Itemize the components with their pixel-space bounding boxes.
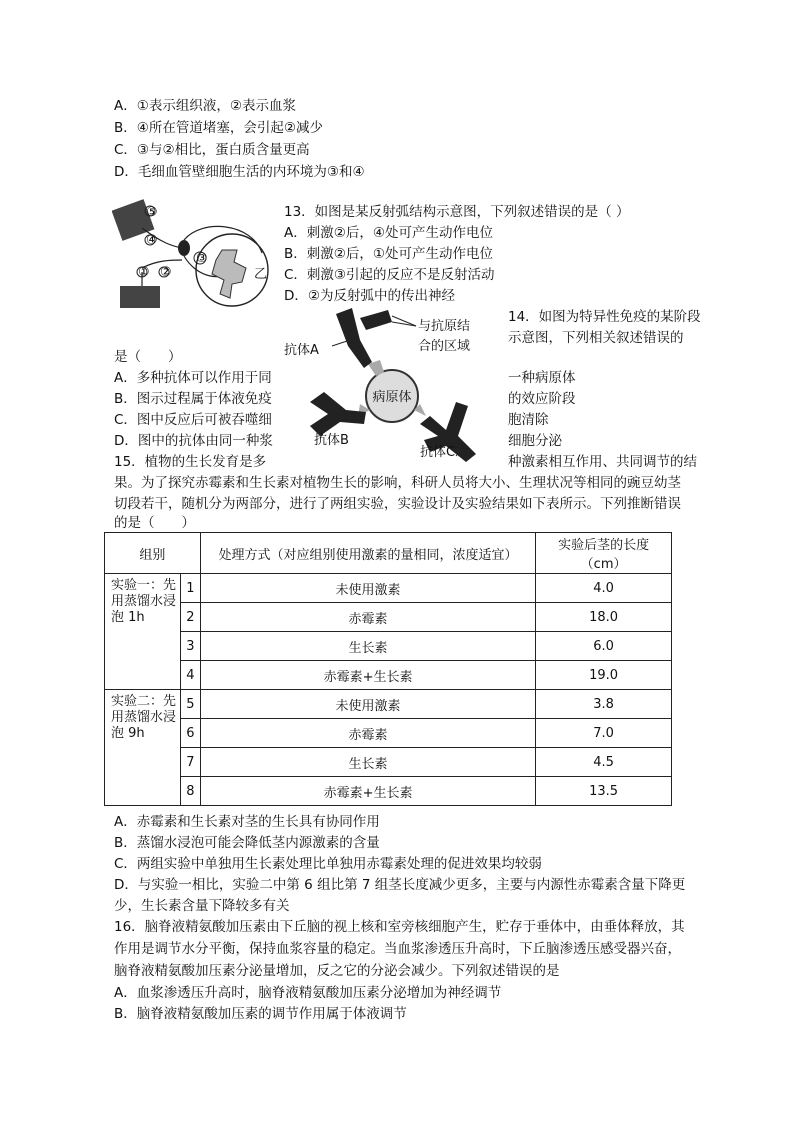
q14-option-d: D．图中的抗体由同一种浆 (114, 433, 273, 449)
q16-line-1: 16．脑脊液精氨酸加压素由下丘脑的视上核和室旁核细胞产生，贮存于垂体中，由垂体释放，其 (114, 919, 685, 935)
cell-no: 8 (180, 777, 200, 806)
q14-option-c: C．图中反应后可被吞噬细 (114, 412, 272, 428)
q14-option-b-cont: 的效应阶段 (508, 391, 576, 407)
table-row (105, 632, 672, 661)
reflex-arc-figure (112, 198, 274, 320)
label-2: ② (160, 265, 172, 280)
antibody-figure (280, 306, 504, 468)
cell-length: 7.0 (536, 719, 672, 748)
table-row (105, 748, 672, 777)
q13-option-a: A．刺激②后，④处可产生动作电位 (284, 225, 493, 241)
label-5: ⑤ (146, 205, 158, 220)
q15-line-1-left: 15．植物的生长发育是多 (114, 454, 267, 470)
q16-line-2: 作用是调节水分平衡，保持血浆容量的稳定。当血浆渗透压升高时，下丘脑渗透压感受器兴奋， (114, 941, 681, 957)
q14-option-a: A．多种抗体可以作用于同 (114, 370, 272, 386)
cell-treatment: 赤霉素 (200, 603, 535, 632)
cell-length: 13.5 (536, 777, 672, 806)
header-group: 组别 (105, 533, 201, 574)
q12-option-b: B．④所在管道堵塞，会引起②减少 (114, 120, 323, 136)
q15-option-d-cont: 少，生长素含量下降较多有关 (114, 898, 290, 914)
q15-option-d: D．与实验一相比，实验二中第 6 组比第 7 组茎长度减少更多，主要与内源性赤霉素含量下降更 (114, 877, 686, 893)
q12-option-a: A．①表示组织液，②表示血浆 (114, 98, 296, 114)
antibody-c-label: 抗体C (420, 445, 456, 460)
table-row (105, 690, 672, 719)
label-4: ④ (146, 233, 158, 248)
cell-length: 4.5 (536, 748, 672, 777)
antibody-b-label: 抗体B (314, 433, 349, 448)
header-length-line-2: （cm） (580, 557, 627, 572)
cell-no: 4 (180, 661, 200, 690)
q15-option-b: B．蒸馏水浸泡可能会降低茎内源激素的含量 (114, 835, 380, 851)
label-1: ① (138, 265, 150, 280)
q16-option-b: B．脑脊液精氨酸加压素的调节作用属于体液调节 (114, 1006, 407, 1022)
q14-stem-1: 14．如图为特异性免疫的某阶段 (508, 309, 701, 325)
label-yi: 乙 (254, 267, 268, 282)
cell-length: 19.0 (536, 661, 672, 690)
table-row (105, 719, 672, 748)
cell-treatment: 赤霉素 (200, 719, 535, 748)
q15-line-1-right: 种激素相互作用、共同调节的结 (508, 454, 697, 470)
cell-treatment: 赤霉素+生长素 (200, 661, 535, 690)
antibody-b-shape (310, 392, 366, 436)
header-length-line-1: 实验后茎的长度 (558, 538, 650, 553)
experiment-table (104, 532, 672, 806)
binding-region-label-2: 合的区域 (418, 339, 471, 354)
label-3: ③ (196, 251, 208, 266)
q13-option-d: D．②为反射弧中的传出神经 (284, 288, 455, 304)
cell-treatment: 未使用激素 (200, 690, 535, 719)
q15-line-3: 切段若干，随机分为两部分，进行了两组实验，实验设计及实验结果如下表所示。下列推断错误 (114, 496, 681, 512)
group-experiment-1: 实验一：先用蒸馏水浸泡 1h (105, 574, 181, 690)
q13-option-c: C．刺激③引起的反应不是反射活动 (284, 267, 495, 283)
cell-length: 6.0 (536, 632, 672, 661)
cell-no: 7 (180, 748, 200, 777)
binding-region-label-1: 与抗原结 (418, 319, 471, 334)
header-length (536, 533, 672, 574)
q14-option-c-cont: 胞清除 (508, 412, 549, 428)
q15-option-c: C．两组实验中单独用生长素处理比单独用赤霉素处理的促进效果均较弱 (114, 856, 542, 872)
cell-no: 2 (180, 603, 200, 632)
q16-line-3: 脑脊液精氨酸加压素分泌量增加，反之它的分泌会减少。下列叙述错误的是 (114, 963, 560, 979)
group-experiment-2: 实验二：先用蒸馏水浸泡 9h (105, 690, 181, 806)
q14-option-a-cont: 一种病原体 (508, 370, 576, 386)
table-row (105, 574, 672, 603)
q16-option-a: A．血浆渗透压升高时，脑脊液精氨酸加压素分泌增加为神经调节 (114, 985, 502, 1001)
ganglion (178, 240, 190, 256)
antibody-a-label: 抗体A (284, 343, 319, 358)
cell-no: 1 (180, 574, 200, 603)
q15-option-a: A．赤霉素和生长素对茎的生长具有协同作用 (114, 814, 380, 830)
cell-length: 4.0 (536, 574, 672, 603)
q14-stem-3: 是（ ） (114, 349, 182, 365)
table-header-row (105, 533, 672, 574)
cell-treatment: 未使用激素 (200, 574, 535, 603)
pathogen-label: 病原体 (372, 390, 412, 405)
cell-length: 3.8 (536, 690, 672, 719)
cell-treatment: 生长素 (200, 748, 535, 777)
cell-length: 18.0 (536, 603, 672, 632)
q14-option-d-cont: 细胞分泌 (508, 433, 562, 449)
cell-no: 3 (180, 632, 200, 661)
receptor-block (120, 286, 160, 308)
q15-line-2: 果。为了探究赤霉素和生长素对植物生长的影响，科研人员将大小、生理状况等相同的豌豆幼茎 (114, 475, 681, 491)
q12-option-c: C．③与②相比，蛋白质含量更高 (114, 142, 310, 158)
table-row (105, 777, 672, 806)
q12-option-d: D．毛细血管壁细胞生活的内环境为③和④ (114, 164, 365, 180)
q14-option-b: B．图示过程属于体液免疫 (114, 391, 272, 407)
table-row (105, 603, 672, 632)
cell-no: 6 (180, 719, 200, 748)
cell-no: 5 (180, 690, 200, 719)
q15-line-4: 的是（ ） (114, 515, 195, 531)
q14-stem-2: 示意图，下列相关叙述错误的 (508, 330, 684, 346)
cell-treatment: 赤霉素+生长素 (200, 777, 535, 806)
header-treatment: 处理方式（对应组别使用激素的量相同，浓度适宜） (200, 533, 535, 574)
table-row (105, 661, 672, 690)
q13-option-b: B．刺激②后，①处可产生动作电位 (284, 246, 493, 262)
cell-treatment: 生长素 (200, 632, 535, 661)
q13-stem: 13．如图是某反射弧结构示意图，下列叙述错误的是（ ） (284, 204, 630, 220)
